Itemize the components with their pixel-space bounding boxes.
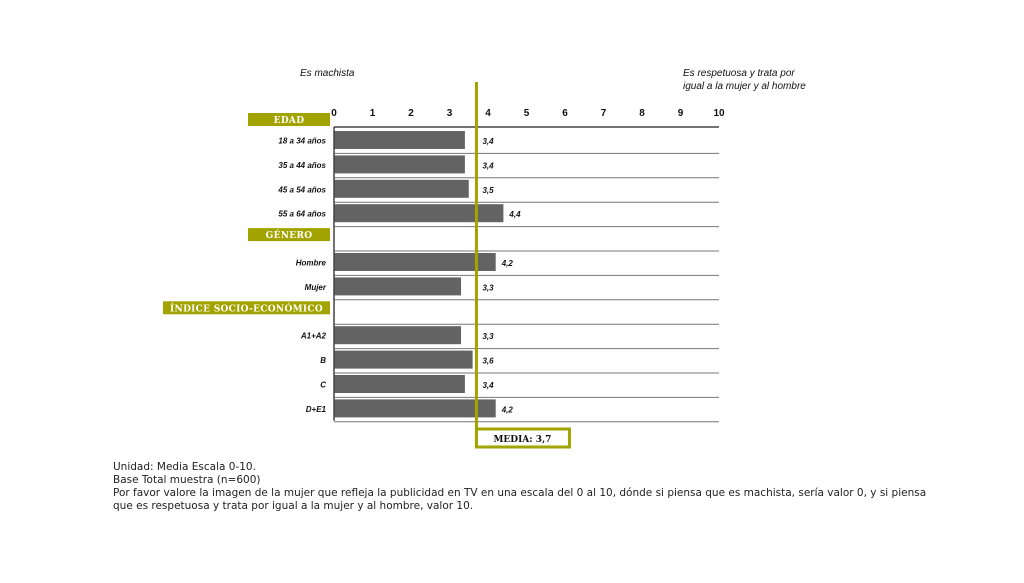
left-pole-label: Es machista <box>300 68 355 79</box>
bar <box>334 399 496 417</box>
bar <box>334 204 503 222</box>
x-tick-label: 4 <box>485 108 491 119</box>
category-label: 55 a 64 años <box>278 209 326 219</box>
data-label: 3,6 <box>482 356 494 366</box>
x-tick-label: 7 <box>600 108 607 119</box>
bar <box>334 375 465 393</box>
category-label: Mujer <box>304 282 326 292</box>
group-header-label: ÍNDICE SOCIO-ECONÓMICO <box>170 304 323 315</box>
data-label: 3,4 <box>482 137 494 146</box>
x-tick-label: 6 <box>562 108 568 119</box>
bar <box>334 351 473 369</box>
category-label: 45 a 54 años <box>278 185 326 195</box>
data-label: 3,3 <box>482 283 494 293</box>
x-tick-label: 2 <box>408 108 414 119</box>
note-question-line1: Por favor valore la imagen de la mujer que refleja la publicidad en TV en una escala del 0 al 10, dónde si piensa que es machista, sería valor 0, y si piensa <box>113 487 927 499</box>
category-label: 18 a 34 años <box>278 136 326 146</box>
category-label: Hombre <box>295 258 326 268</box>
category-label: C <box>320 380 326 390</box>
data-label: 3,4 <box>482 381 494 390</box>
bar <box>334 277 461 295</box>
right-pole-label: Es respetuosa y trata por <box>683 68 795 79</box>
right-pole-label: igual a la mujer y al hombre <box>683 81 806 92</box>
x-tick-label: 3 <box>446 108 453 119</box>
data-label: 3,4 <box>482 161 494 171</box>
category-label: D+E1 <box>305 404 326 414</box>
group-header-label: EDAD <box>273 116 305 126</box>
mean-label: MEDIA: 3,7 <box>493 435 552 445</box>
bar <box>334 253 496 271</box>
data-label: 3,5 <box>482 185 494 195</box>
note-unit: Unidad: Media Escala 0-10. <box>113 461 256 473</box>
data-label: 4,2 <box>501 405 513 415</box>
note-base: Base Total muestra (n=600) <box>113 474 261 486</box>
data-label: 4,4 <box>509 210 521 220</box>
category-label: 35 a 44 años <box>278 160 326 170</box>
note-question-line2: que es respetuosa y trata por igual a la mujer y al hombre, valor 10. <box>113 500 474 512</box>
category-label: A1+A2 <box>300 331 326 341</box>
bar <box>334 131 465 149</box>
x-tick-label: 9 <box>677 108 684 119</box>
data-label: 3,3 <box>482 332 494 342</box>
x-tick-label: 8 <box>639 108 645 119</box>
bar <box>334 155 465 173</box>
x-tick-label: 1 <box>369 108 376 119</box>
group-header-label: GÉNERO <box>265 231 313 242</box>
x-tick-label: 0 <box>331 108 337 119</box>
bar <box>334 180 469 198</box>
data-label: 4,2 <box>501 259 513 268</box>
category-label: B <box>320 356 326 366</box>
x-tick-label: 5 <box>523 108 530 119</box>
x-tick-label: 10 <box>713 108 725 119</box>
bar <box>334 326 461 344</box>
